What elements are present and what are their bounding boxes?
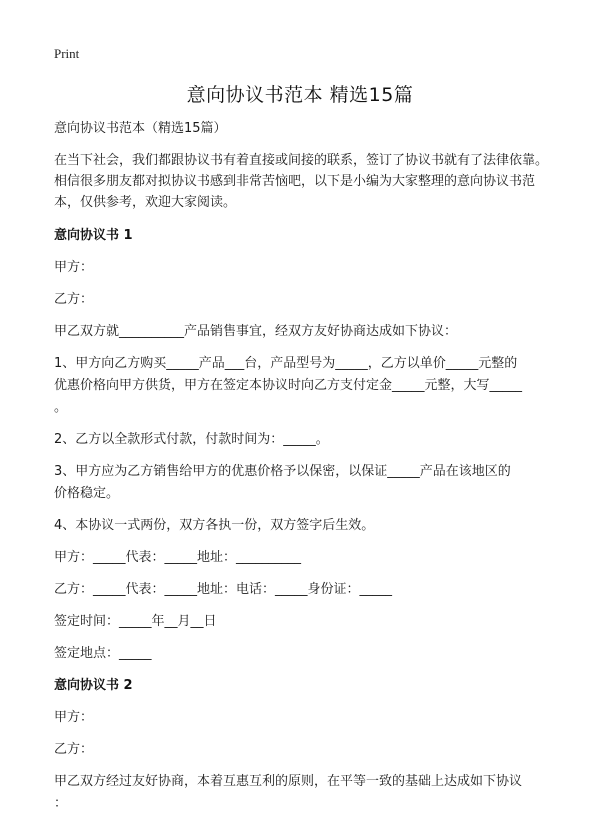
party-a-label: 甲方： <box>54 260 94 275</box>
section-1-heading: 意向协议书 1 <box>54 228 133 243</box>
clause-3-line-2: 价格稳定。 <box>54 486 120 501</box>
print-link[interactable]: Print <box>54 46 80 61</box>
clause-3-line-1: 3、甲方应为乙方销售给甲方的优惠价格予以保密，以保证_____产品在该地区的 <box>54 464 511 479</box>
signing-place: 签定地点：_____ <box>54 646 152 661</box>
clause-1-line-3: 。 <box>54 400 68 415</box>
intro-paragraph: 在当下社会，我们都跟协议书有着直接或间接的联系，签订了协议书就有了法律依靠。相信很多朋友都对拟协议书感到非常苦恼吧，以下是小编为大家整理的意向协议书范本，仅供参考，欢迎大家阅读。 <box>54 153 549 210</box>
section-2-party-a-label: 甲方： <box>54 710 94 725</box>
clause-4: 4、本协议一式两份，双方各执一份，双方签字后生效。 <box>54 518 375 533</box>
clause-1-line-1: 1、甲方向乙方购买_____产品___台，产品型号为_____，乙方以单价_____元整的 <box>54 356 518 371</box>
party-b-label: 乙方： <box>54 292 94 307</box>
section-2-heading: 意向协议书 2 <box>54 678 133 693</box>
document-subtitle: 意向协议书范本（精选15篇） <box>54 121 227 136</box>
section-2-purpose-line-2: ： <box>54 796 68 811</box>
signature-party-b: 乙方：_____代表：_____地址：电话：_____身份证：_____ <box>54 582 393 597</box>
section-2-party-b-label: 乙方： <box>54 742 94 757</box>
signing-time: 签定时间：_____年__月__日 <box>54 614 217 629</box>
clause-1-line-2: 优惠价格向甲方供货，甲方在签定本协议时向乙方支付定金_____元整，大写_____ <box>54 378 523 393</box>
section-2-purpose-line-1: 甲乙双方经过友好协商，本着互惠互利的原则，在平等一致的基础上达成如下协议 <box>54 774 523 789</box>
document-body <box>54 118 554 815</box>
page-title: 意向协议书范本 精选15篇 <box>186 84 414 106</box>
purpose-line: 甲乙双方就__________产品销售事宜，经双方友好协商达成如下协议： <box>54 324 458 339</box>
signature-party-a: 甲方：_____代表：_____地址：__________ <box>54 550 302 565</box>
clause-2: 2、乙方以全款形式付款，付款时间为：_____。 <box>54 432 329 447</box>
